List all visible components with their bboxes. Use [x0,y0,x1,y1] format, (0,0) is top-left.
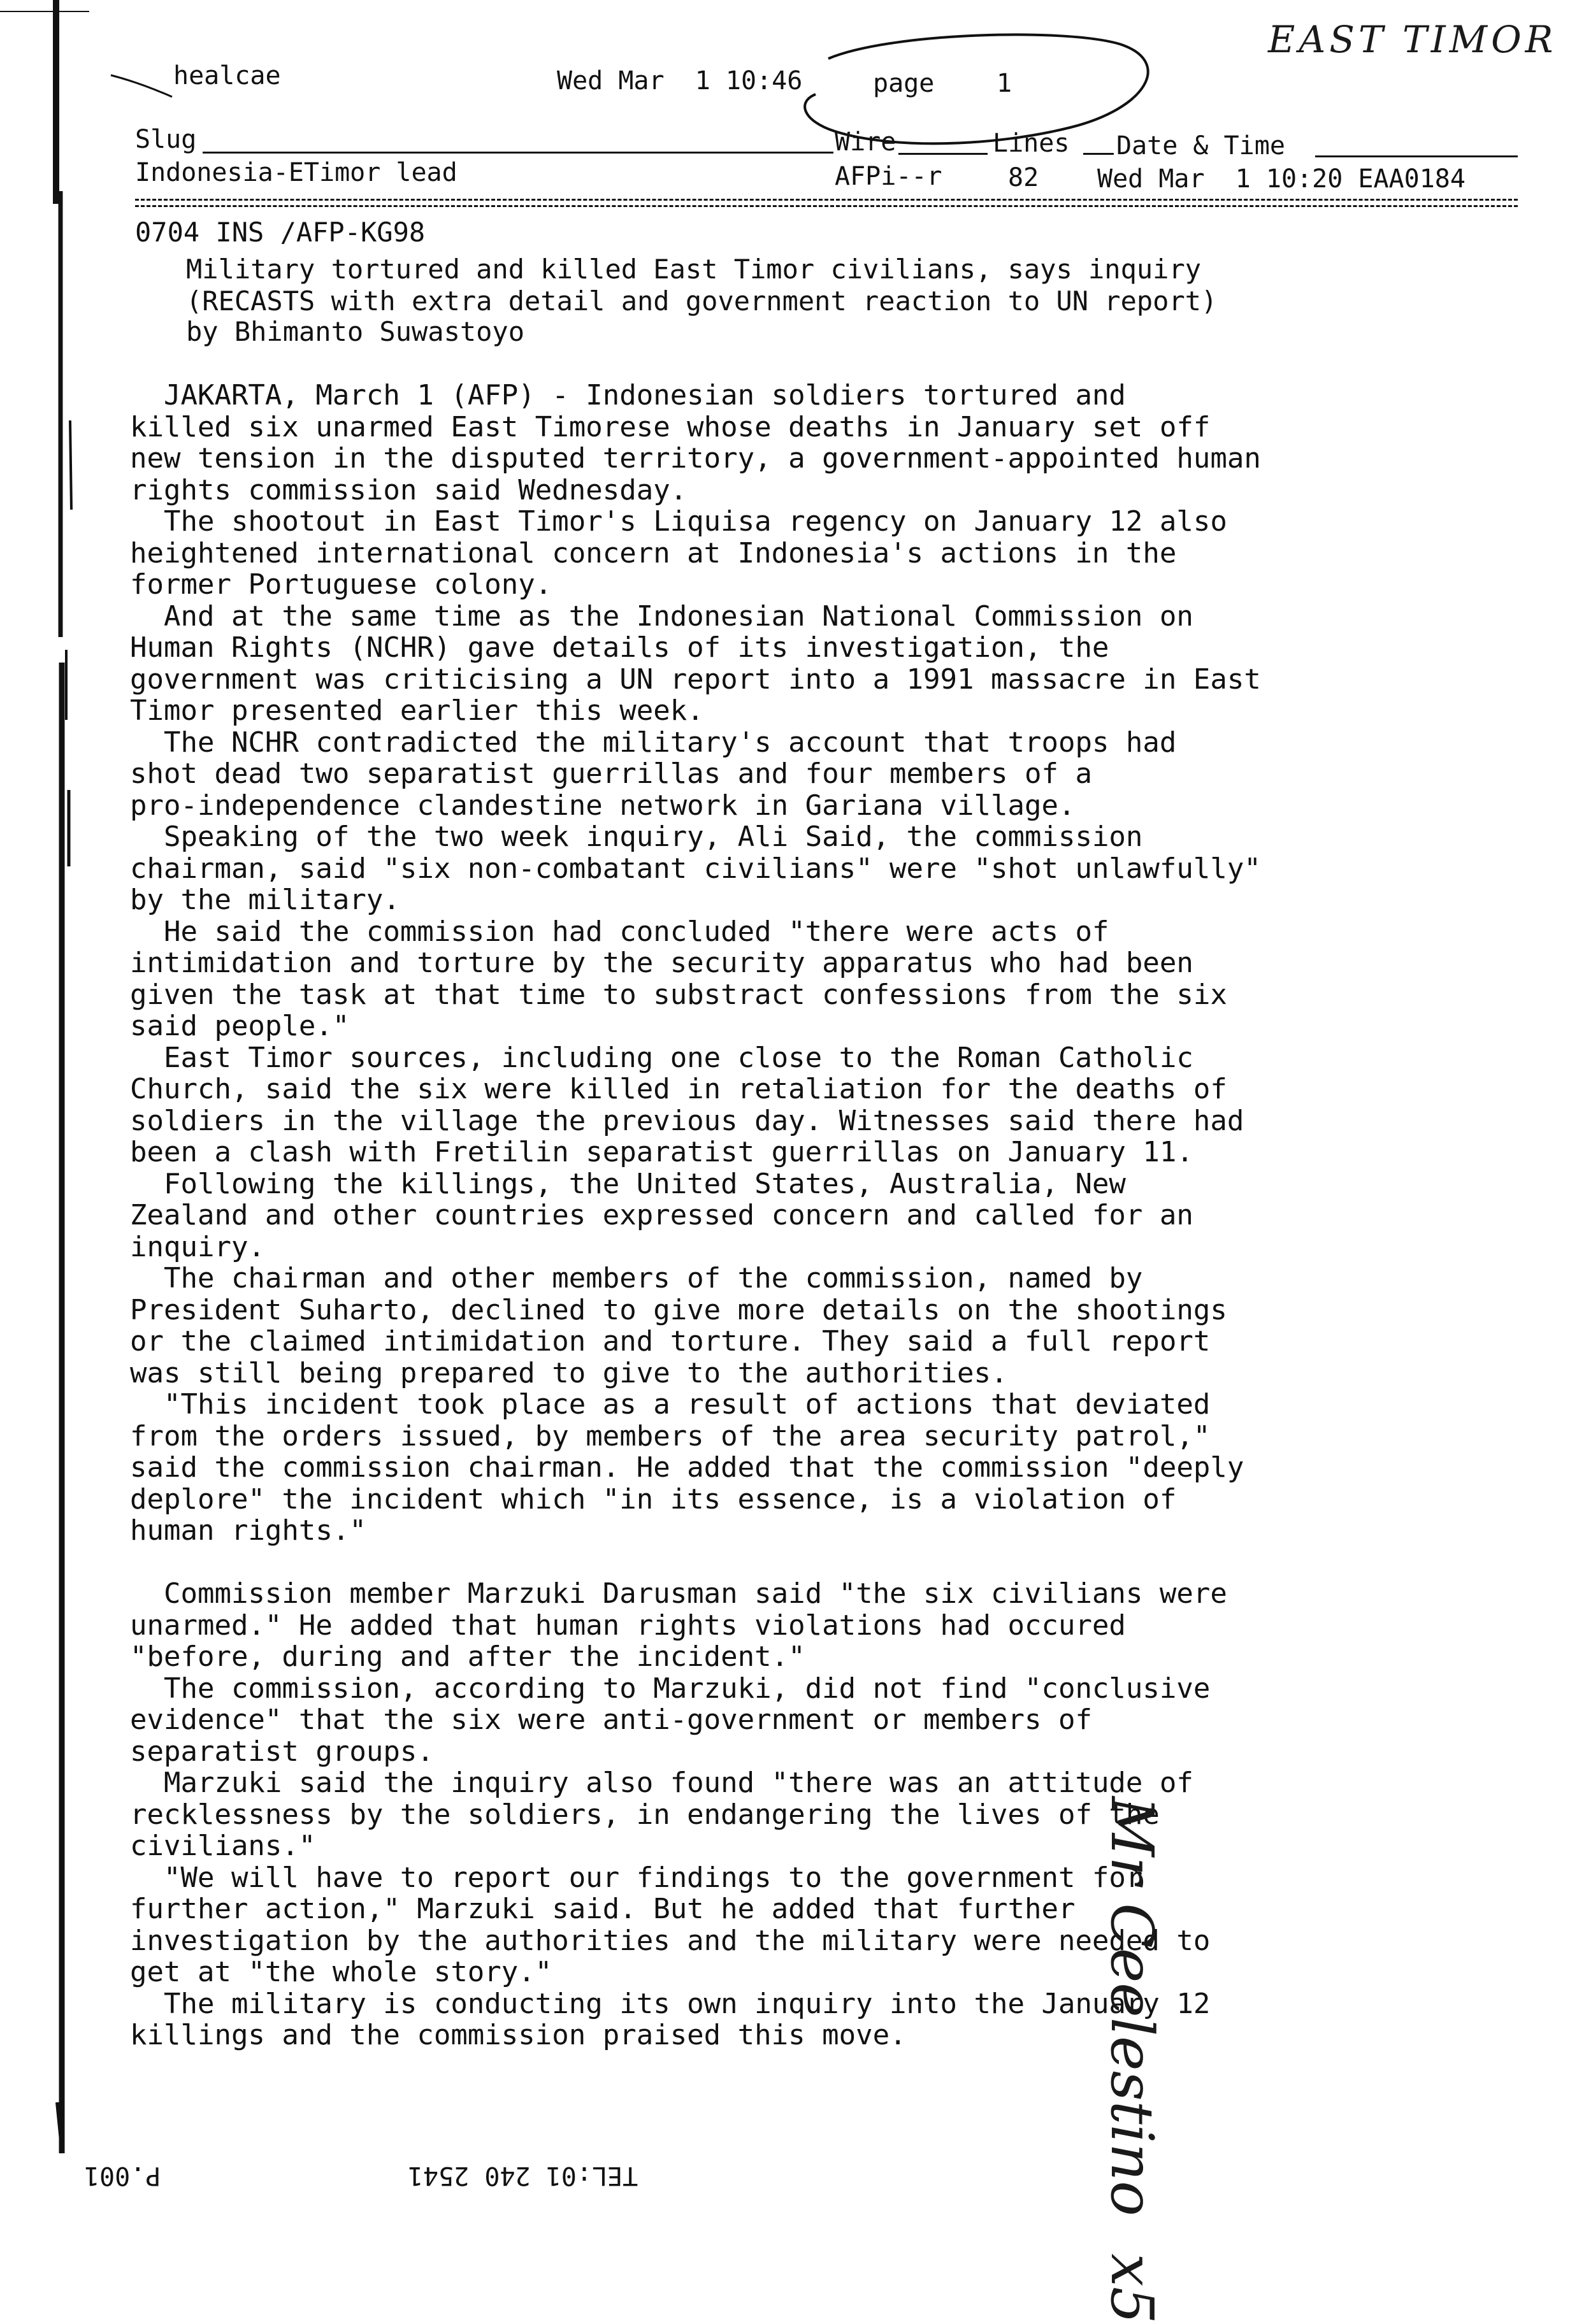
lines-label: Lines [993,129,1070,158]
body-line: intimidation and torture by the security apparatus who had been [130,947,1193,979]
body-line: chairman, said "six non-combatant civilians" were "shot unlawfully" [130,852,1261,885]
body-line: separatist groups. [130,1735,434,1768]
byline: by Bhimanto Suwastoyo [186,316,525,347]
body-line: Timor presented earlier this week. [130,694,704,727]
body-line: rights commission said Wednesday. [130,473,688,506]
body-line: said the commission chairman. He added that the commission "deeply [130,1451,1244,1484]
datetime-line [1315,155,1518,157]
slug-label: Slug [135,125,197,154]
body-line: by the military. [130,884,400,916]
header-user: healcae [173,61,281,90]
body-line: evidence" that the six were anti-government or members of [130,1704,1092,1736]
body-line: "before, during and after the incident." [130,1640,805,1673]
separator-bottom [135,205,1518,207]
body-line: The chairman and other members of the commission, named by [130,1262,1143,1295]
datetime-value: Wed Mar 1 10:20 EAA0184 [1097,164,1466,194]
header-page-label: page [873,69,935,98]
wire-value: AFPi--r [835,162,942,191]
body-line: The shootout in East Timor's Liquisa regency on January 12 also [130,505,1227,538]
body-line: "We will have to report our findings to the government for [130,1861,1143,1894]
body-line: Zealand and other countries expressed concern and called for an [130,1199,1193,1231]
recast-note: (RECASTS with extra detail and government reaction to UN report) [186,285,1218,317]
story-body [130,380,1494,2051]
body-line: "This incident took place as a result of actions that deviated [130,1388,1211,1421]
body-line: investigation by the authorities and the military were needed to [130,1924,1211,1957]
wire-label: Wire [835,127,897,157]
body-line: human rights." [130,1514,366,1547]
body-line: said people." [130,1010,350,1042]
body-line: He said the commission had concluded "there were acts of [130,915,1109,948]
body-line: been a clash with Fretilin separatist guerrillas on January 11. [130,1136,1193,1168]
body-line: recklessness by the soldiers, in endangering the lives of the [130,1798,1160,1831]
body-line: Commission member Marzuki Darusman said "the six civilians were [130,1577,1227,1610]
headline: Military tortured and killed East Timor civilians, says inquiry [186,254,1202,285]
body-line: heightened international concern at Indonesia's actions in the [130,536,1177,570]
pen-stroke [108,70,178,102]
body-line [130,1547,1494,1579]
lines-value: 82 [1008,163,1039,192]
handwritten-margin-note: Mr Ceelestino x5 [1098,1797,1166,2324]
body-line: pro-independence clandestine network in Gariana village. [130,789,1076,822]
body-line: given the task at that time to substract confessions from the six [130,978,1227,1011]
body-line: killed six unarmed East Timorese whose deaths in January set off [130,410,1211,443]
body-line: was still being prepared to give to the authorities. [130,1356,1008,1389]
body-line: East Timor sources, including one close to the Roman Catholic [130,1041,1193,1074]
body-line: former Portuguese colony. [130,568,552,601]
body-line: The commission, according to Marzuki, did not find "conclusive [130,1672,1211,1705]
separator-top [135,199,1518,201]
body-line: inquiry. [130,1230,265,1263]
wire-line [898,153,988,155]
body-line: unarmed." He added that human rights violations had occured [130,1609,1126,1642]
body-line: And at the same time as the Indonesian National Commission on [130,599,1193,633]
body-line: The military is conducting its own inquiry into the January 12 [130,1987,1211,2020]
body-line: Marzuki said the inquiry also found "there was an attitude of [130,1767,1193,1799]
body-line: government was criticising a UN report into a 1991 massacre in East [130,663,1261,696]
body-line: civilians." [130,1830,316,1862]
handwritten-east-timor: EAST TIMOR [1268,18,1557,61]
body-line: from the orders issued, by members of the area security patrol," [130,1419,1211,1452]
scan-edge-marks [0,0,89,2232]
body-line: Following the killings, the United States, Australia, New [130,1167,1126,1200]
body-line: Human Rights (NCHR) gave details of its investigation, the [130,631,1109,664]
header-datetime: Wed Mar 1 10:46 [557,66,803,96]
body-line: soldiers in the village the previous day. Witnesses said there had [130,1104,1244,1137]
body-line: get at "the whole story." [130,1956,552,1988]
body-line: or the claimed intimidation and torture. They said a full report [130,1325,1211,1358]
datetime-label: Date & Time [1116,131,1285,161]
lines-line [1083,153,1114,155]
body-line: President Suharto, declined to give more details on the shootings [130,1293,1227,1326]
body-line: deplore" the incident which "in its essence, is a violation of [130,1482,1177,1516]
body-line: new tension in the disputed territory, a government-appointed human [130,442,1261,475]
body-line: shot dead two separatist guerrillas and four members of a [130,757,1092,790]
body-line: JAKARTA, March 1 (AFP) - Indonesian soldiers tortured and [130,379,1126,412]
header-page-number: 1 [997,69,1012,98]
story-code: 0704 INS /AFP-KG98 [135,217,426,248]
fax-transmission-stamp: TEL:01 240 2541 [408,2161,638,2190]
body-line: further action," Marzuki said. But he added that further [130,1893,1076,1925]
slug-line [203,152,833,154]
body-line: Church, said the six were killed in retaliation for the deaths of [130,1073,1227,1105]
body-line: Speaking of the two week inquiry, Ali Said, the commission [130,821,1143,853]
body-line: killings and the commission praised this move. [130,2019,907,2051]
fax-page-stamp: P.001 [84,2161,161,2190]
slug-value: Indonesia-ETimor lead [135,158,457,187]
body-line: The NCHR contradicted the military's account that troops had [130,726,1177,759]
